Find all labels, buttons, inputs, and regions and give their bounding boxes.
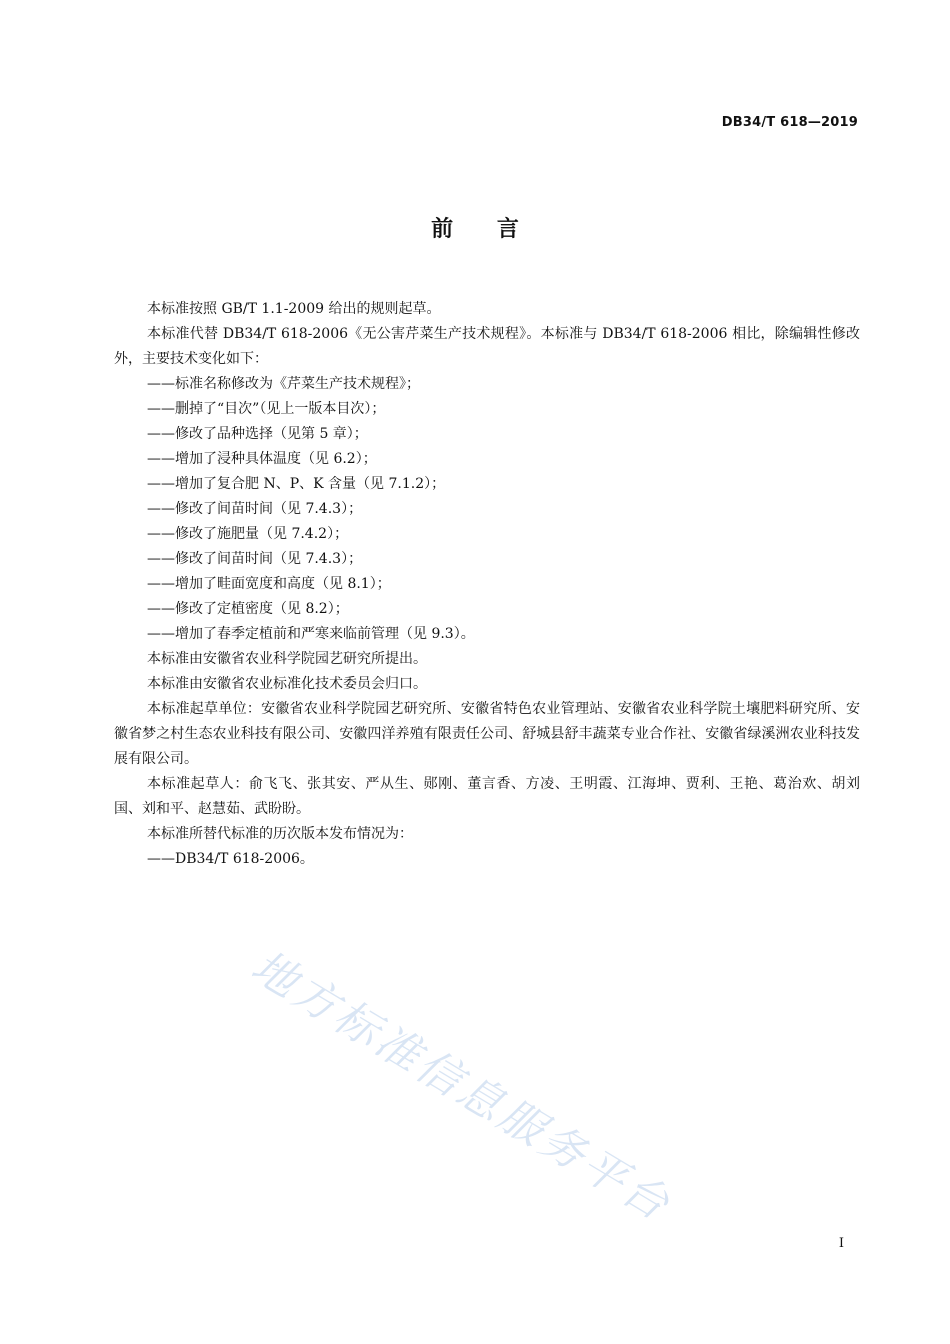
history-item: ——DB34/T 618-2006。 xyxy=(147,851,314,867)
change-item: ——增加了浸种具体温度（见 6.2）； xyxy=(147,451,377,467)
paragraph-drafting-rule: 本标准按照 GB/T 1.1-2009 给出的规则起草。 xyxy=(147,301,441,317)
page-title: 前 言 xyxy=(431,217,537,242)
paragraph-centralized: 本标准由安徽省农业标准化技术委员会归口。 xyxy=(147,676,427,692)
paragraph-proposer: 本标准由安徽省农业科学院园艺研究所提出。 xyxy=(147,651,427,667)
change-item: ——修改了间苗时间（见 7.4.3）； xyxy=(147,501,363,517)
change-item: ——修改了定植密度（见 8.2）； xyxy=(147,601,349,617)
change-item: ——增加了畦面宽度和高度（见 8.1）； xyxy=(147,576,391,592)
paragraph-drafting-units: 本标准起草单位：安徽省农业科学院园艺研究所、安徽省特色农业管理站、安徽省农业科学院土壤肥料研究所、安徽省梦之村生态农业科技有限公司、安徽四洋养殖有限责任公司、舒城县舒丰蔬菜专业合作社、安徽省绿溪洲农业科技发展有限公司。 xyxy=(114,701,860,767)
change-item: ——修改了施肥量（见 7.4.2）； xyxy=(147,526,349,542)
paragraph-drafters: 本标准起草人：俞飞飞、张其安、严从生、郧刚、董言香、方凌、王明霞、江海坤、贾利、王艳、葛治欢、胡刘国、刘和平、赵慧茹、武盼盼。 xyxy=(114,776,860,817)
change-item: ——删掉了“目次”（见上一版本目次）； xyxy=(147,401,386,417)
change-item: ——修改了品种选择（见第 5 章）； xyxy=(147,426,368,442)
change-item: ——增加了春季定植前和严寒来临前管理（见 9.3）。 xyxy=(147,626,475,642)
standard-code: DB34/T 618—2019 xyxy=(721,115,858,130)
paragraph-replacement: 本标准代替 DB34/T 618-2006《无公害芹菜生产技术规程》。本标准与 DB34/T 618-2006 相比，除编辑性修改外，主要技术变化如下： xyxy=(114,326,860,367)
foreword-body xyxy=(114,297,860,872)
change-item: ——标准名称修改为《芹菜生产技术规程》； xyxy=(147,376,420,392)
change-item: ——修改了间苗时间（见 7.4.3）； xyxy=(147,551,363,567)
change-item: ——增加了复合肥 N、P、K 含量（见 7.1.2）； xyxy=(147,476,446,492)
page-number: I xyxy=(838,1236,844,1251)
paragraph-history-intro: 本标准所替代标准的历次版本发布情况为： xyxy=(147,826,413,842)
watermark: 地方标准信息服务平台 xyxy=(242,940,681,1232)
